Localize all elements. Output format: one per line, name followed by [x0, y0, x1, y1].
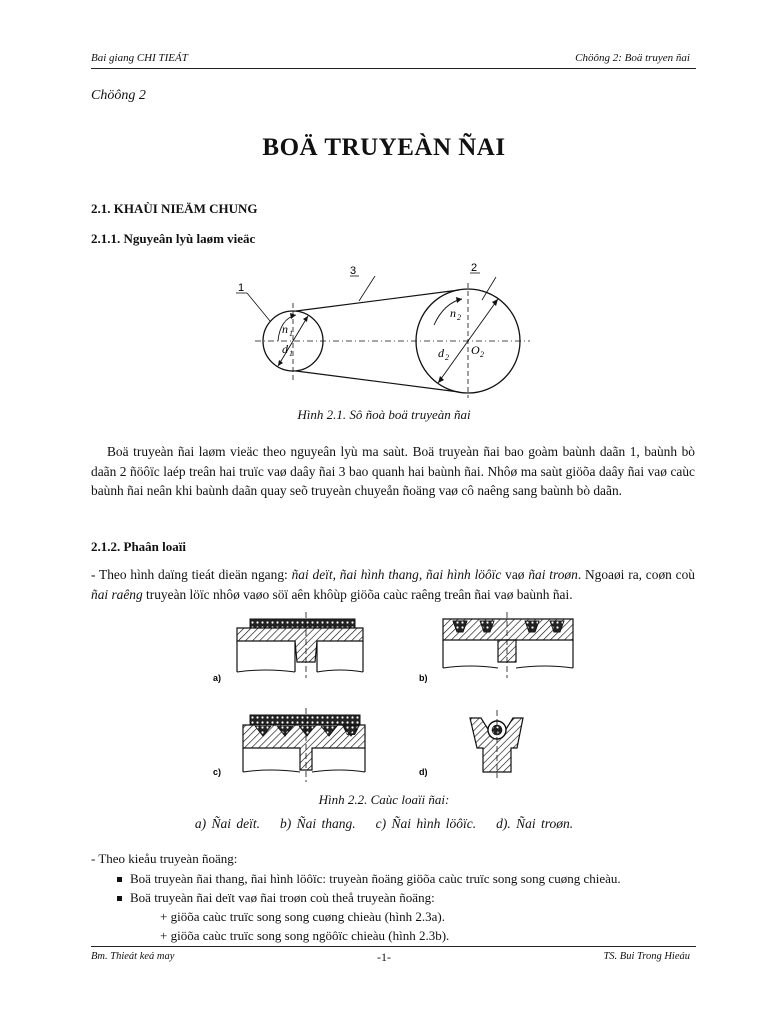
italic-run: ñai raêng	[91, 586, 143, 602]
sub-list-item: + giöõa caùc truïc song song ngöôïc chieàu (hình 2.3b).	[160, 928, 450, 943]
panel-label-d: d)	[419, 767, 428, 777]
label-n2: n	[450, 306, 456, 320]
list-heading: - Theo kieåu truyeàn ñoäng:	[91, 851, 238, 866]
item-ribbed: c) Ñai hình löôïc.	[375, 816, 477, 831]
list-item	[117, 890, 435, 906]
header-divider	[91, 68, 696, 69]
panel-label-a: a)	[213, 673, 222, 683]
chapter-label: Chöông 2	[91, 88, 146, 103]
round-belt-section	[470, 710, 523, 778]
bullet-icon	[117, 896, 122, 901]
v-belt-section	[443, 612, 573, 678]
header-right: Chöông 2: Boä truyen ñai	[575, 52, 690, 64]
figure-1-caption: Hình 2.1. Sô ñoà boä truyeàn ñai	[297, 407, 471, 422]
footer-left: Bm. Thieát keá may	[91, 951, 175, 962]
paragraph-classification	[91, 565, 695, 604]
label-n1-sub: 1	[289, 329, 293, 338]
text-run: truyeàn löïc nhôø vaøo söï aên khôùp giöõa caùc raêng treân ñai vaø baùnh ñai.	[142, 586, 573, 602]
paragraph-principle: Boä truyeàn ñai laøm vieäc theo nguyeân lyù ma saùt. Boä truyeàn ñai bao goàm baùnh daãn 1, baùnh bò daãn 2 ñöôïc laép treân hai truïc vaø daây ñai 3 bao quanh hai baùnh ñai. Nhôø ma saùt giöõa daây ñai vaø caùc baùnh ñai neân khi baùnh daãn quay seõ truyeàn chuyeån ñoäng vaø cô naêng sang baùnh bò daãn.	[91, 444, 695, 498]
bullet-icon	[117, 877, 122, 882]
text-run: . Ngoaøi ra, coøn coù	[577, 567, 695, 582]
section-heading-2-1-1	[91, 231, 255, 247]
label-d2-sub: 2	[445, 353, 449, 362]
flat-belt-section	[237, 612, 363, 678]
section-heading-2-1: 2.1. KHAÙI NIEÄM CHUNG	[91, 201, 258, 216]
label-d1-sub: 1	[289, 349, 293, 358]
label-pulley-2: 2	[471, 262, 478, 274]
list-item	[117, 871, 621, 887]
figure-2-caption: Hình 2.2. Caùc loaïi ñai:	[318, 792, 450, 807]
text-run: vaø	[501, 567, 529, 582]
page-number: -1-	[377, 950, 391, 964]
italic-run: ñai troøn	[528, 567, 578, 582]
footer-divider	[91, 946, 696, 947]
page-title: BOÄ TRUYEÀN ÑAI	[262, 134, 506, 161]
label-n2-sub: 2	[457, 313, 461, 322]
header-left: Bai giang CHI TIEÁT	[91, 52, 188, 64]
item-v: b) Ñai thang.	[279, 816, 356, 831]
sub-list-item: + giöõa caùc truïc song song cuøng chieàu (hình 2.3a).	[160, 909, 445, 924]
label-o2-sub: 2	[480, 350, 484, 359]
panel-label-b: b)	[419, 673, 428, 683]
belt-types-figure	[205, 610, 585, 785]
label-o2: O	[471, 343, 480, 357]
figure-2-items	[0, 816, 768, 832]
section-title: Nguyeân lyù laøm vieäc	[123, 231, 256, 246]
list-item-text: Boä truyeàn ñai deït vaø ñai troøn coù theå truyeàn ñoäng:	[130, 890, 435, 905]
panel-label-c: c)	[213, 767, 222, 777]
label-belt-3: 3	[350, 265, 357, 277]
text-run: - Theo hình daïng tieát dieän ngang:	[91, 567, 292, 582]
label-pulley-1: 1	[238, 282, 245, 294]
section-heading-2-1-2: 2.1.2. Phaân loaïi	[91, 539, 186, 554]
list-item-text: Boä truyeàn ñai thang, ñai hình löôïc: truyeàn ñoäng giöõa caùc truïc song song cuøng chieàu.	[130, 871, 621, 886]
footer-right: TS. Bui Trong Hieáu	[603, 951, 690, 962]
label-d1: d	[282, 342, 288, 356]
belt-drive-diagram	[230, 255, 540, 400]
section-number: 2.1.1.	[91, 231, 121, 246]
label-n1: n	[282, 322, 288, 336]
item-round: d). Ñai troøn.	[496, 816, 574, 831]
item-flat: a) Ñai deït.	[194, 816, 260, 831]
italic-run: ñai deït, ñai hình thang, ñai hình löôïc	[291, 567, 502, 582]
ribbed-belt-section	[243, 708, 365, 782]
label-d2: d	[438, 346, 444, 360]
